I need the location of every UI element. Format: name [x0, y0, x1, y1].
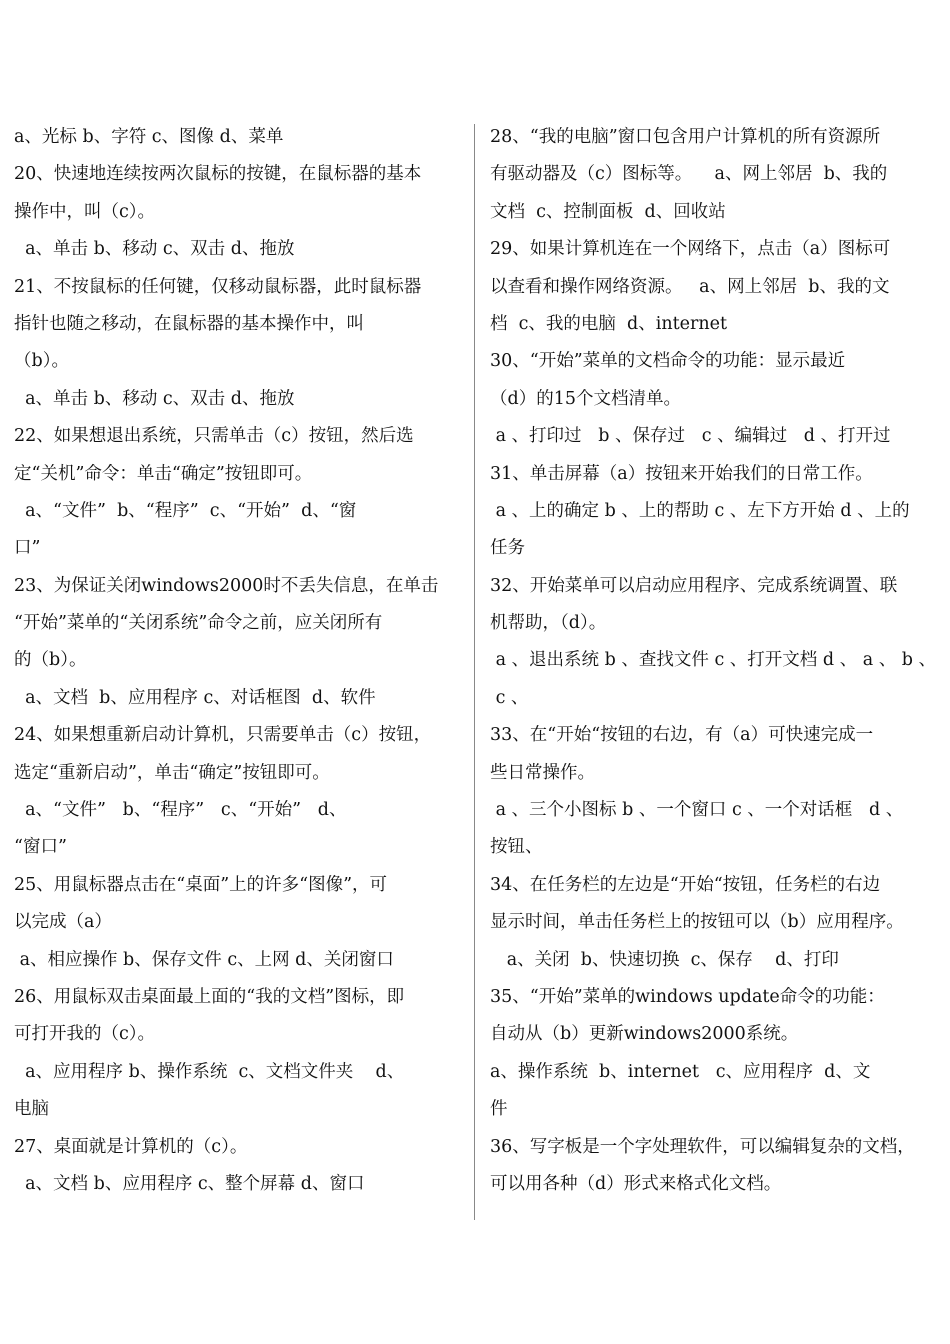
text-line: 档 c、我的电脑 d、internet	[490, 313, 728, 334]
text-line: a 、上的确定 b 、上的帮助 c 、左下方开始 d 、上的	[490, 500, 910, 521]
text-line: a、“文件” b、“程序” c、“开始” d、“窗	[14, 500, 357, 521]
text-line: 21、不按鼠标的任何键，仅移动鼠标器，此时鼠标器	[14, 276, 422, 297]
text-line: 以查看和操作网络资源。 a、网上邻居 b、我的文	[490, 276, 890, 297]
text-line: 按钮、	[490, 837, 543, 858]
text-line: 以完成（a）	[14, 912, 112, 933]
text-line: a、应用程序 b、操作系统 c、文档文件夹 d、	[14, 1061, 405, 1082]
text-line: 口”	[14, 538, 41, 559]
text-line: a、关闭 b、快速切换 c、保存 d、打印	[490, 949, 839, 970]
text-line: a、相应操作 b、保存文件 c、上网 d、关闭窗口	[14, 949, 394, 970]
text-line: “开始”菜单的“关闭系统”命令之前，应关闭所有	[14, 613, 383, 634]
text-line: a、文档 b、应用程序 c、整个屏幕 d、窗口	[14, 1173, 365, 1194]
text-line: 30、“开始”菜单的文档命令的功能：显示最近	[490, 351, 846, 372]
text-line: c 、	[490, 687, 529, 708]
text-line: a、光标 b、字符 c、图像 d、菜单	[14, 127, 284, 147]
text-line: 35、“开始”菜单的windows update命令的功能：	[490, 986, 885, 1007]
text-line: 文档 c、控制面板 d、回收站	[490, 201, 726, 222]
text-line: 33、在“开始“按钮的右边，有（a）可快速完成一	[490, 725, 874, 746]
text-line: 选定“重新启动”，单击“确定”按钮即可。	[14, 762, 330, 783]
text-line: a、“文件” b、“程序” c、“开始” d、	[14, 800, 347, 821]
text-line: a 、打印过 b 、保存过 c 、编辑过 d 、打开过	[490, 426, 891, 447]
text-line: 32、开始菜单可以启动应用程序、完成系统调置、联	[490, 575, 898, 596]
text-line: 显示时间，单击任务栏上的按钮可以（b）应用程序。	[490, 912, 904, 933]
text-line: 可打开我的（c）。	[14, 1024, 156, 1045]
text-line: 机帮助，（d）。	[490, 613, 607, 634]
text-line: 29、如果计算机连在一个网络下，点击（a）图标可	[490, 239, 891, 260]
text-line: 27、桌面就是计算机的（c）。	[14, 1136, 248, 1157]
text-line: 34、在任务栏的左边是“开始“按钮，任务栏的右边	[490, 874, 881, 895]
text-line: 28、“我的电脑”窗口包含用户计算机的所有资源所	[490, 127, 881, 147]
right-column	[490, 119, 938, 1203]
text-line: 24、如果想重新启动计算机，只需要单击（c）按钮，	[14, 725, 432, 746]
text-line: a、单击 b、移动 c、双击 d、拖放	[14, 388, 295, 409]
text-line: 可以用各种（d）形式来格式化文档。	[490, 1173, 782, 1194]
text-line: 任务	[490, 538, 525, 559]
text-line: 些日常操作。	[490, 762, 595, 783]
text-line: （b）。	[14, 351, 69, 372]
text-line: （d）的15个文档清单。	[490, 388, 681, 409]
text-line: 20、快速地连续按两次鼠标的按键，在鼠标器的基本	[14, 164, 422, 185]
text-line: 36、写字板是一个字处理软件，可以编辑复杂的文档，	[490, 1136, 915, 1157]
text-line: 指针也随之移动，在鼠标器的基本操作中，叫	[14, 313, 364, 334]
text-line: a、操作系统 b、internet c、应用程序 d、文	[490, 1061, 871, 1082]
text-line: 件	[490, 1099, 508, 1120]
text-line: 的（b）。	[14, 650, 87, 671]
text-line: a、文档 b、应用程序 c、对话框图 d、软件	[14, 687, 376, 708]
text-line: “窗口”	[14, 837, 67, 858]
text-line: 31、单击屏幕（a）按钮来开始我们的日常工作。	[490, 463, 873, 484]
text-line: 26、用鼠标双击桌面最上面的“我的文档”图标，即	[14, 986, 405, 1007]
left-column	[14, 119, 460, 1203]
text-line: 电脑	[14, 1099, 49, 1120]
column-divider	[474, 124, 475, 1220]
text-line: a、单击 b、移动 c、双击 d、拖放	[14, 239, 295, 260]
text-line: 有驱动器及（c）图标等。 a、网上邻居 b、我的	[490, 164, 888, 185]
text-line: 操作中，叫（c）。	[14, 201, 156, 222]
text-line: 自动从（b）更新windows2000系统。	[490, 1024, 799, 1045]
text-line: 定“关机”命令：单击“确定”按钮即可。	[14, 463, 313, 484]
text-line: a 、退出系统 b 、查找文件 c 、打开文档 d 、 a 、 b 、	[490, 650, 937, 671]
text-line: 25、用鼠标器点击在“桌面”上的许多“图像”，可	[14, 874, 388, 895]
text-line: 23、为保证关闭windows2000时不丢失信息，在单击	[14, 575, 439, 596]
text-line: 22、如果想退出系统，只需单击（c）按钮，然后选	[14, 426, 414, 447]
text-line: a 、三个小图标 b 、一个窗口 c 、一个对话框 d 、	[490, 800, 904, 821]
